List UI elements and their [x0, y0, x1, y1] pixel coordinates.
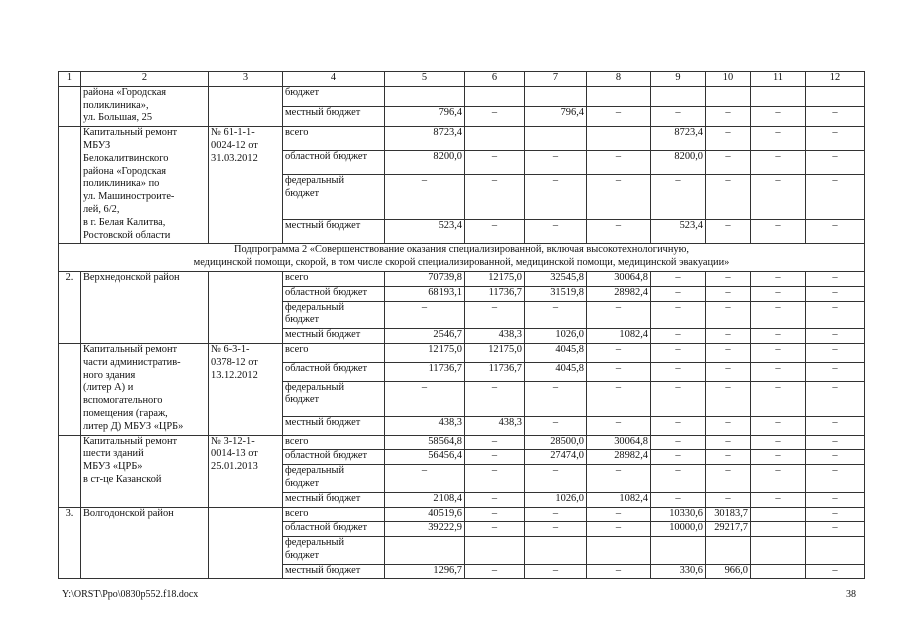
value-cell: –	[465, 450, 525, 465]
value-cell: –	[751, 106, 806, 126]
value-cell: 39222,9	[385, 522, 465, 537]
value-cell: –	[651, 343, 706, 362]
column-header: 2	[81, 72, 209, 87]
object-name: Капитальный ремонт МБУЗ Белокалитвинского района «Городская поликлиника» по ул. Машиностроите- лей, 6/2, в г. Белая Калитва, Ростовской области	[81, 127, 209, 244]
column-header: 10	[706, 72, 751, 87]
value-cell	[751, 564, 806, 579]
value-cell: –	[525, 465, 587, 493]
row-number	[59, 343, 81, 435]
value-cell: –	[706, 450, 751, 465]
value-cell: –	[751, 220, 806, 244]
value-cell: –	[806, 106, 865, 126]
value-cell: –	[651, 435, 706, 450]
value-cell: –	[751, 465, 806, 493]
value-cell: –	[651, 381, 706, 416]
value-cell: 58564,8	[385, 435, 465, 450]
value-cell: –	[465, 106, 525, 126]
value-cell: –	[706, 151, 751, 175]
value-cell: –	[706, 465, 751, 493]
value-cell: –	[751, 435, 806, 450]
object-name: Капитальный ремонт части административ- ного здания (литер А) и вспомогательного помещения (гараж, литер Д) МБУЗ «ЦРБ»	[81, 343, 209, 435]
value-cell: 330,6	[651, 564, 706, 579]
column-header: 4	[283, 72, 385, 87]
value-cell: 438,3	[385, 416, 465, 435]
value-cell: –	[706, 127, 751, 151]
value-cell: –	[525, 564, 587, 579]
row-number: 2.	[59, 271, 81, 343]
value-cell: –	[587, 175, 651, 220]
table-row	[59, 435, 865, 450]
value-cell: 8200,0	[385, 151, 465, 175]
value-cell: –	[806, 465, 865, 493]
budget-source: федеральный бюджет	[283, 537, 385, 565]
value-cell: 70739,8	[385, 271, 465, 286]
value-cell: –	[525, 381, 587, 416]
value-cell	[525, 537, 587, 565]
value-cell	[525, 127, 587, 151]
value-cell: –	[651, 416, 706, 435]
value-cell: –	[525, 416, 587, 435]
value-cell: –	[587, 381, 651, 416]
column-header: 1	[59, 72, 81, 87]
column-header: 7	[525, 72, 587, 87]
document-ref: № 3-12-1- 0014-13 от 25.01.2013	[209, 435, 283, 507]
value-cell: –	[651, 301, 706, 329]
value-cell: –	[465, 465, 525, 493]
value-cell: –	[465, 492, 525, 507]
value-cell: –	[706, 220, 751, 244]
value-cell: –	[806, 522, 865, 537]
value-cell: 1026,0	[525, 492, 587, 507]
value-cell: –	[706, 329, 751, 344]
value-cell: –	[525, 522, 587, 537]
value-cell: –	[806, 343, 865, 362]
document-ref	[209, 86, 283, 126]
value-cell: –	[465, 522, 525, 537]
value-cell: –	[525, 301, 587, 329]
object-name: района «Городская поликлиника», ул. Большая, 25	[81, 86, 209, 126]
value-cell: 11736,7	[465, 362, 525, 381]
value-cell: –	[706, 286, 751, 301]
budget-source: областной бюджет	[283, 286, 385, 301]
value-cell: –	[587, 151, 651, 175]
budget-source: всего	[283, 343, 385, 362]
value-cell: –	[706, 271, 751, 286]
value-cell: 10330,6	[651, 507, 706, 522]
value-cell: –	[587, 564, 651, 579]
document-ref: № 6-3-1- 0378-12 от 13.12.2012	[209, 343, 283, 435]
value-cell: 11736,7	[465, 286, 525, 301]
value-cell	[806, 86, 865, 106]
value-cell: 56456,4	[385, 450, 465, 465]
value-cell: 12175,0	[465, 343, 525, 362]
value-cell: –	[806, 329, 865, 344]
value-cell: 523,4	[651, 220, 706, 244]
budget-table	[58, 71, 865, 579]
value-cell: –	[465, 507, 525, 522]
value-cell: –	[465, 301, 525, 329]
value-cell	[706, 86, 751, 106]
value-cell: –	[385, 301, 465, 329]
table-body	[59, 86, 865, 579]
value-cell: 1026,0	[525, 329, 587, 344]
value-cell: 28982,4	[587, 450, 651, 465]
column-header: 12	[806, 72, 865, 87]
column-header: 6	[465, 72, 525, 87]
value-cell: –	[587, 522, 651, 537]
value-cell: –	[651, 465, 706, 493]
row-number	[59, 86, 81, 126]
document-ref: № 61-1-1- 0024-12 от 31.03.2012	[209, 127, 283, 244]
subprogram-title: Подпрограмма 2 «Совершенствование оказания специализированной, включая высокотехнологичную, медицинской помощи, скорой, в том числе скорой специализированной, медицинской помощи, медицинской эвакуации»	[59, 244, 865, 272]
budget-source: местный бюджет	[283, 416, 385, 435]
value-cell	[587, 127, 651, 151]
budget-source: всего	[283, 127, 385, 151]
value-cell: –	[751, 362, 806, 381]
value-cell: 29217,7	[706, 522, 751, 537]
value-cell: –	[706, 343, 751, 362]
value-cell: –	[651, 286, 706, 301]
value-cell: 8723,4	[651, 127, 706, 151]
table-row	[59, 271, 865, 286]
value-cell: 8723,4	[385, 127, 465, 151]
value-cell: 1296,7	[385, 564, 465, 579]
value-cell: –	[465, 435, 525, 450]
value-cell	[525, 86, 587, 106]
value-cell: –	[806, 271, 865, 286]
value-cell: 40519,6	[385, 507, 465, 522]
value-cell: 2108,4	[385, 492, 465, 507]
value-cell: –	[587, 106, 651, 126]
value-cell: –	[806, 492, 865, 507]
value-cell: 8200,0	[651, 151, 706, 175]
value-cell: –	[385, 381, 465, 416]
value-cell: –	[751, 286, 806, 301]
value-cell: –	[465, 220, 525, 244]
object-name: Верхнедонской район	[81, 271, 209, 343]
value-cell: –	[751, 329, 806, 344]
value-cell: –	[806, 381, 865, 416]
table-header-row	[59, 72, 865, 87]
value-cell: –	[806, 151, 865, 175]
value-cell	[651, 537, 706, 565]
budget-source: местный бюджет	[283, 564, 385, 579]
row-number	[59, 127, 81, 244]
value-cell: –	[651, 492, 706, 507]
value-cell: 1082,4	[587, 492, 651, 507]
value-cell: 68193,1	[385, 286, 465, 301]
value-cell: –	[751, 343, 806, 362]
column-header: 3	[209, 72, 283, 87]
budget-source: всего	[283, 507, 385, 522]
value-cell: –	[385, 465, 465, 493]
value-cell: 1082,4	[587, 329, 651, 344]
value-cell	[587, 537, 651, 565]
value-cell: –	[525, 175, 587, 220]
row-number: 3.	[59, 507, 81, 579]
value-cell: 438,3	[465, 416, 525, 435]
value-cell: 4045,8	[525, 362, 587, 381]
value-cell: –	[806, 301, 865, 329]
value-cell: 796,4	[385, 106, 465, 126]
budget-source: областной бюджет	[283, 450, 385, 465]
value-cell: 28982,4	[587, 286, 651, 301]
value-cell: 438,3	[465, 329, 525, 344]
value-cell	[465, 127, 525, 151]
value-cell: –	[806, 127, 865, 151]
table-row	[59, 127, 865, 151]
value-cell: 28500,0	[525, 435, 587, 450]
value-cell: –	[806, 507, 865, 522]
value-cell: –	[651, 271, 706, 286]
value-cell: –	[706, 301, 751, 329]
value-cell: –	[806, 220, 865, 244]
value-cell: –	[806, 362, 865, 381]
budget-source: областной бюджет	[283, 362, 385, 381]
value-cell	[465, 86, 525, 106]
budget-source: федеральный бюджет	[283, 175, 385, 220]
value-cell: –	[465, 151, 525, 175]
object-name: Волгодонской район	[81, 507, 209, 579]
value-cell: –	[806, 450, 865, 465]
value-cell: –	[465, 564, 525, 579]
subprogram-row	[59, 244, 865, 272]
value-cell	[651, 86, 706, 106]
value-cell: –	[587, 507, 651, 522]
value-cell: –	[706, 416, 751, 435]
value-cell: –	[751, 271, 806, 286]
budget-source: федеральный бюджет	[283, 381, 385, 416]
value-cell: 523,4	[385, 220, 465, 244]
value-cell: –	[651, 106, 706, 126]
value-cell: –	[806, 175, 865, 220]
value-cell: –	[651, 175, 706, 220]
object-name: Капитальный ремонт шести зданий МБУЗ «ЦРБ» в ст-це Казанской	[81, 435, 209, 507]
value-cell: 12175,0	[385, 343, 465, 362]
value-cell: 30064,8	[587, 435, 651, 450]
value-cell	[751, 86, 806, 106]
value-cell	[751, 537, 806, 565]
budget-source: областной бюджет	[283, 151, 385, 175]
budget-source: местный бюджет	[283, 492, 385, 507]
value-cell: –	[587, 343, 651, 362]
value-cell: 10000,0	[651, 522, 706, 537]
column-header: 9	[651, 72, 706, 87]
column-header: 8	[587, 72, 651, 87]
value-cell: 12175,0	[465, 271, 525, 286]
value-cell: –	[651, 362, 706, 381]
value-cell	[385, 537, 465, 565]
value-cell: –	[751, 492, 806, 507]
value-cell	[465, 537, 525, 565]
budget-source: областной бюджет	[283, 522, 385, 537]
value-cell: –	[587, 362, 651, 381]
value-cell: –	[651, 450, 706, 465]
value-cell: 966,0	[706, 564, 751, 579]
value-cell: –	[587, 220, 651, 244]
value-cell: –	[806, 435, 865, 450]
budget-source: федеральный бюджет	[283, 465, 385, 493]
budget-source: всего	[283, 271, 385, 286]
value-cell	[587, 86, 651, 106]
value-cell: –	[651, 329, 706, 344]
column-header: 11	[751, 72, 806, 87]
value-cell	[385, 86, 465, 106]
table-row	[59, 507, 865, 522]
value-cell: 31519,8	[525, 286, 587, 301]
value-cell: 2546,7	[385, 329, 465, 344]
value-cell: –	[806, 416, 865, 435]
value-cell	[751, 507, 806, 522]
value-cell: 30183,7	[706, 507, 751, 522]
value-cell: –	[751, 301, 806, 329]
value-cell: –	[806, 286, 865, 301]
value-cell	[751, 522, 806, 537]
value-cell: –	[465, 381, 525, 416]
value-cell: 4045,8	[525, 343, 587, 362]
page-number: 38	[846, 589, 856, 600]
budget-source: местный бюджет	[283, 220, 385, 244]
value-cell: –	[706, 492, 751, 507]
document-ref	[209, 507, 283, 579]
value-cell: –	[806, 564, 865, 579]
table-row	[59, 86, 865, 106]
value-cell: –	[587, 301, 651, 329]
column-header: 5	[385, 72, 465, 87]
value-cell: –	[706, 362, 751, 381]
value-cell: –	[525, 220, 587, 244]
value-cell: 32545,8	[525, 271, 587, 286]
table-row	[59, 343, 865, 362]
value-cell: 27474,0	[525, 450, 587, 465]
value-cell: –	[385, 175, 465, 220]
value-cell	[806, 537, 865, 565]
value-cell: –	[751, 127, 806, 151]
value-cell: –	[706, 106, 751, 126]
value-cell: –	[587, 465, 651, 493]
budget-source: местный бюджет	[283, 329, 385, 344]
budget-source: всего	[283, 435, 385, 450]
value-cell: 11736,7	[385, 362, 465, 381]
row-number	[59, 435, 81, 507]
budget-source: федеральный бюджет	[283, 301, 385, 329]
budget-source: местный бюджет	[283, 106, 385, 126]
value-cell: –	[525, 507, 587, 522]
value-cell: –	[706, 175, 751, 220]
value-cell: –	[751, 151, 806, 175]
value-cell: –	[751, 450, 806, 465]
document-ref	[209, 271, 283, 343]
document-path: Y:\ORST\Ppo\0830p552.f18.docx	[62, 589, 199, 600]
value-cell: –	[525, 151, 587, 175]
value-cell: –	[751, 381, 806, 416]
value-cell	[706, 537, 751, 565]
value-cell: –	[706, 381, 751, 416]
value-cell: –	[465, 175, 525, 220]
value-cell: 30064,8	[587, 271, 651, 286]
budget-source: бюджет	[283, 86, 385, 106]
value-cell: –	[587, 416, 651, 435]
value-cell: 796,4	[525, 106, 587, 126]
value-cell: –	[751, 416, 806, 435]
value-cell: –	[751, 175, 806, 220]
value-cell: –	[706, 435, 751, 450]
